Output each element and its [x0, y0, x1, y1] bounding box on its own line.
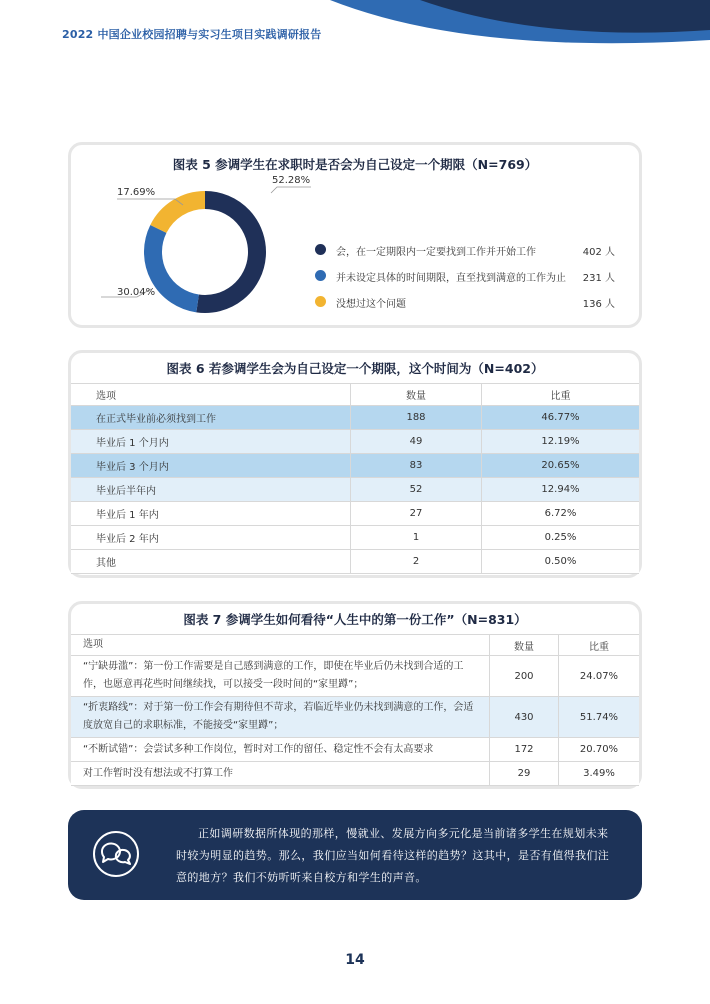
table-cell: 毕业后半年内 [71, 478, 351, 502]
header-cell: 比重 [482, 384, 640, 406]
legend-item [315, 268, 615, 294]
table-cell: 0.50% [482, 550, 640, 574]
table-cell: 188 [351, 406, 482, 430]
quote-text: 正如调研数据所体现的那样，慢就业、发展方向多元化是当前诸多学生在规划未来时较为明显的趋势。那么，我们应当如何看待这样的趋势？这其中，是否有值得我们注意的地方？我们不妨听听来自校方和学生的声音。 [176, 827, 610, 884]
chart5-title: 图表 5 参调学生在求职时是否会为自己设定一个期限（N=769） [172, 157, 538, 172]
table-cell: 46.77% [482, 406, 640, 430]
legend-count: 136 人 [582, 299, 615, 310]
header-cell: 选项 [71, 384, 351, 406]
legend-label: 没想过这个问题 [336, 299, 406, 310]
table-cell: “折衷路线”：对于第一份工作会有期待但不苛求，若临近毕业仍未找到满意的工作，会适度放宽自己的求职标准，不能接受“家里蹲”； [71, 697, 490, 738]
table-cell: 毕业后 2 年内 [71, 526, 351, 550]
table-cell: 1 [351, 526, 482, 550]
table-row [71, 697, 639, 738]
legend-dot-blue [315, 270, 326, 281]
chat-bubbles-icon [92, 830, 140, 878]
table7-card [68, 601, 642, 789]
legend-count: 231 人 [582, 273, 615, 284]
table-cell: 其他 [71, 550, 351, 574]
table-cell: “宁缺毋滥”：第一份工作需要是自己感到满意的工作，即使在毕业后仍未找到合适的工作，也愿意再花些时间继续找，可以接受一段时间的“家里蹲”； [71, 656, 490, 697]
header-cell: 比重 [559, 635, 640, 656]
table7 [71, 634, 639, 786]
table-cell: 3.49% [559, 762, 640, 786]
legend-dot-navy [315, 244, 326, 255]
table-cell: 毕业后 1 个月内 [71, 430, 351, 454]
table-row [71, 454, 639, 478]
slice-label-c: 17.69% [117, 187, 156, 198]
legend-count: 402 人 [582, 247, 615, 258]
table-row [71, 478, 639, 502]
header-cell: 数量 [490, 635, 559, 656]
table7-title: 图表 7 参调学生如何看待“人生中的第一份工作”（N=831） [183, 612, 527, 627]
header-cell: 数量 [351, 384, 482, 406]
donut-chart [71, 145, 311, 329]
legend-label: 会，在一定期限内一定要找到工作并开始工作 [336, 247, 536, 258]
legend-item [315, 294, 615, 320]
table-row [71, 550, 639, 574]
table-cell: 430 [490, 697, 559, 738]
table6-title: 图表 6 若参调学生会为自己设定一个期限，这个时间为（N=402） [166, 361, 544, 376]
table-cell: 20.70% [559, 738, 640, 762]
report-header-title: 2022 中国企业校园招聘与实习生项目实践调研报告 [62, 28, 322, 41]
table-cell: 毕业后 3 个月内 [71, 454, 351, 478]
legend-dot-yellow [315, 296, 326, 307]
table-cell: 毕业后 1 年内 [71, 502, 351, 526]
legend-item [315, 242, 615, 268]
table-cell: 对工作暂时没有想法或不打算工作 [71, 762, 490, 786]
table-row [71, 502, 639, 526]
donut-slice-a [198, 200, 257, 304]
page-number: 14 [345, 952, 365, 968]
table-cell: 12.19% [482, 430, 640, 454]
table-header-row [71, 384, 639, 406]
label-leader-a [271, 187, 311, 193]
table-cell: 52 [351, 478, 482, 502]
table-row [71, 656, 639, 697]
table-cell: 6.72% [482, 502, 640, 526]
table-row [71, 406, 639, 430]
table6-card [68, 350, 642, 578]
table6 [71, 383, 639, 574]
chart5-card [68, 142, 642, 328]
slice-label-b: 30.04% [117, 287, 156, 298]
table-cell: 20.65% [482, 454, 640, 478]
legend-label: 并未设定具体的时间期限，直至找到满意的工作为止 [336, 273, 566, 284]
slice-label-a: 52.28% [272, 175, 311, 186]
table-cell: 0.25% [482, 526, 640, 550]
quote-box [68, 810, 642, 900]
table-cell: 29 [490, 762, 559, 786]
table-cell: 172 [490, 738, 559, 762]
table-cell: “不断试错”：会尝试多种工作岗位，暂时对工作的留任、稳定性不会有太高要求 [71, 738, 490, 762]
table-cell: 49 [351, 430, 482, 454]
table-cell: 83 [351, 454, 482, 478]
header-cell: 选项 [71, 635, 490, 656]
table-row [71, 430, 639, 454]
table-cell: 27 [351, 502, 482, 526]
donut-slice-b [153, 229, 198, 304]
table-cell: 12.94% [482, 478, 640, 502]
table-header-row [71, 635, 639, 656]
table-cell: 200 [490, 656, 559, 697]
table-cell: 51.74% [559, 697, 640, 738]
table-row [71, 762, 639, 786]
table-cell: 24.07% [559, 656, 640, 697]
chart5-legend [315, 242, 615, 320]
table-row [71, 738, 639, 762]
table-cell: 2 [351, 550, 482, 574]
table-row [71, 526, 639, 550]
table-cell: 在正式毕业前必须找到工作 [71, 406, 351, 430]
